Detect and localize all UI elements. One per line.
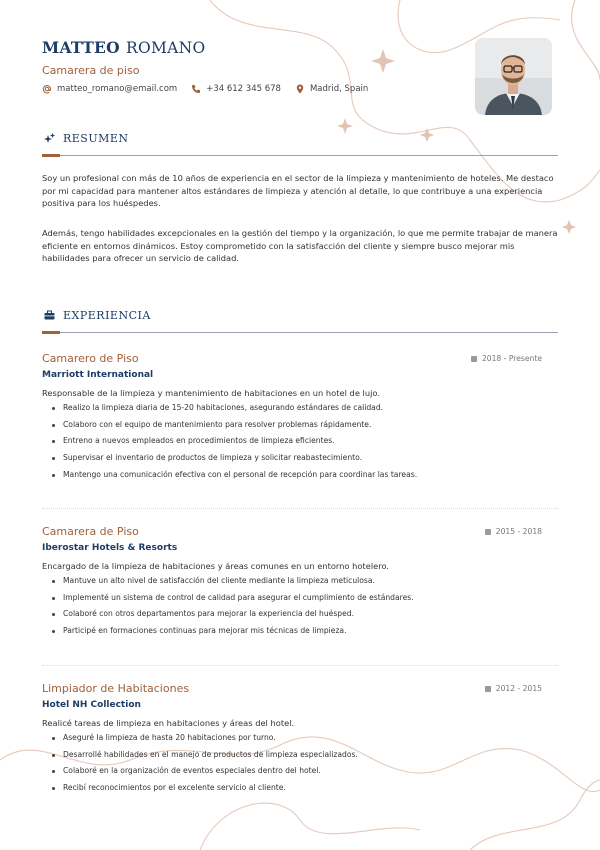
location-text: Madrid, Spain (309, 84, 369, 94)
bullet-item: Colaboro con el equipo de mantenimiento para resolver problemas rápidamente. (52, 417, 558, 434)
experience-title: EXPERIENCIA (63, 309, 151, 322)
bullet-item: Aseguré la limpieza de hasta 20 habitaciones por turno. (52, 730, 558, 747)
job-dates: 2015 - 2018 (485, 527, 542, 536)
bullet-item: Entreno a nuevos empleados en procedimientos de limpieza eficientes. (52, 433, 558, 450)
bullet-item: Implementé un sistema de control de calidad para asegurar el cumplimiento de estándares. (52, 590, 558, 607)
job-title: Camarero de Piso (42, 352, 139, 365)
sparkle-decor-1 (371, 49, 395, 73)
section-divider (42, 155, 558, 156)
email-text: matteo_romano@email.com (57, 84, 178, 94)
bullet-item: Desarrollé habilidades en el manejo de productos de limpieza especializados. (52, 747, 558, 764)
contact-phone[interactable] (191, 84, 281, 94)
summary-title: RESUMEN (63, 132, 129, 145)
bullet-item: Colaboré con otros departamentos para mejorar la experiencia del huésped. (52, 606, 558, 623)
job-company: Iberostar Hotels & Resorts (42, 543, 178, 553)
bullet-item: Participé en formaciones continuas para mejorar mis técnicas de limpieza. (52, 623, 558, 640)
job-entry (42, 682, 558, 797)
bullet-item: Mantengo una comunicación efectiva con el personal de recepción para coordinar las tareas. (52, 467, 558, 484)
job-separator (42, 508, 558, 509)
job-description: Encargado de la limpieza de habitaciones y áreas comunes en un entorno hotelero. (42, 561, 390, 571)
sparkle-decor-4 (562, 220, 576, 234)
job-separator (42, 665, 558, 666)
bullet-item: Supervisar el inventario de productos de limpieza y solicitar reabastecimiento. (52, 450, 558, 467)
job-description: Responsable de la limpieza y mantenimiento de habitaciones en un hotel de lujo. (42, 388, 380, 398)
summary-paragraph-1: Soy un profesional con más de 10 años de experiencia en el sector de la limpieza y mantenimiento de hoteles. Me destaco por mi capacidad para mantener altos estándares de limpieza y atención al detalle, lo que contribuye a una experiencia positiva para los huéspedes. (42, 173, 554, 209)
bullet-item: Recibí reconocimientos por el excelente servicio al cliente. (52, 780, 558, 797)
job-entry (42, 525, 558, 640)
sparkle-icon (44, 133, 55, 144)
job-title: Limpiador de Habitaciones (42, 682, 190, 695)
phone-icon (191, 84, 201, 94)
job-bullets (42, 400, 558, 484)
briefcase-icon (44, 310, 55, 321)
bullet-item: Realizo la limpieza diaria de 15-20 habitaciones, asegurando estándares de calidad. (52, 400, 558, 417)
bullet-item: Mantuve un alto nivel de satisfacción del cliente mediante la limpieza meticulosa. (52, 573, 558, 590)
calendar-icon (485, 529, 491, 535)
first-name: MATTEO (42, 38, 120, 57)
contact-row (42, 84, 382, 94)
job-company: Hotel NH Collection (42, 700, 141, 710)
contact-location (295, 84, 368, 94)
summary-section-header (42, 132, 558, 156)
contact-email[interactable] (42, 84, 177, 94)
job-company: Marriott International (42, 370, 154, 380)
job-entry (42, 352, 558, 484)
phone-text: +34 612 345 678 (206, 84, 281, 94)
calendar-icon (471, 356, 477, 362)
experience-section-header (42, 309, 558, 333)
summary-paragraph-2: Además, tengo habilidades excepcionales en la gestión del tiempo y la organización, lo que me permite trabajar de manera eficiente en entornos dinámicos. Estoy comprometido con la satisfacción del cliente y siempre busco mejorar mis habilidades para ofrecer un servicio de calidad. (42, 228, 558, 264)
bullet-item: Colaboré en la organización de eventos especiales dentro del hotel. (52, 763, 558, 780)
section-divider (42, 332, 558, 333)
last-name: ROMANO (125, 39, 206, 57)
job-description: Realicé tareas de limpieza en habitaciones y áreas del hotel. (42, 718, 295, 728)
job-dates: 2012 - 2015 (485, 684, 542, 693)
job-bullets (42, 573, 558, 640)
job-dates: 2018 - Presente (471, 354, 542, 363)
map-pin-icon (295, 84, 305, 94)
profile-photo (475, 38, 552, 115)
calendar-icon (485, 686, 491, 692)
at-icon (42, 84, 52, 94)
job-title: Camarera de Piso (42, 525, 139, 538)
candidate-name (42, 38, 205, 57)
job-role: Camarera de piso (42, 64, 140, 77)
job-bullets (42, 730, 558, 797)
